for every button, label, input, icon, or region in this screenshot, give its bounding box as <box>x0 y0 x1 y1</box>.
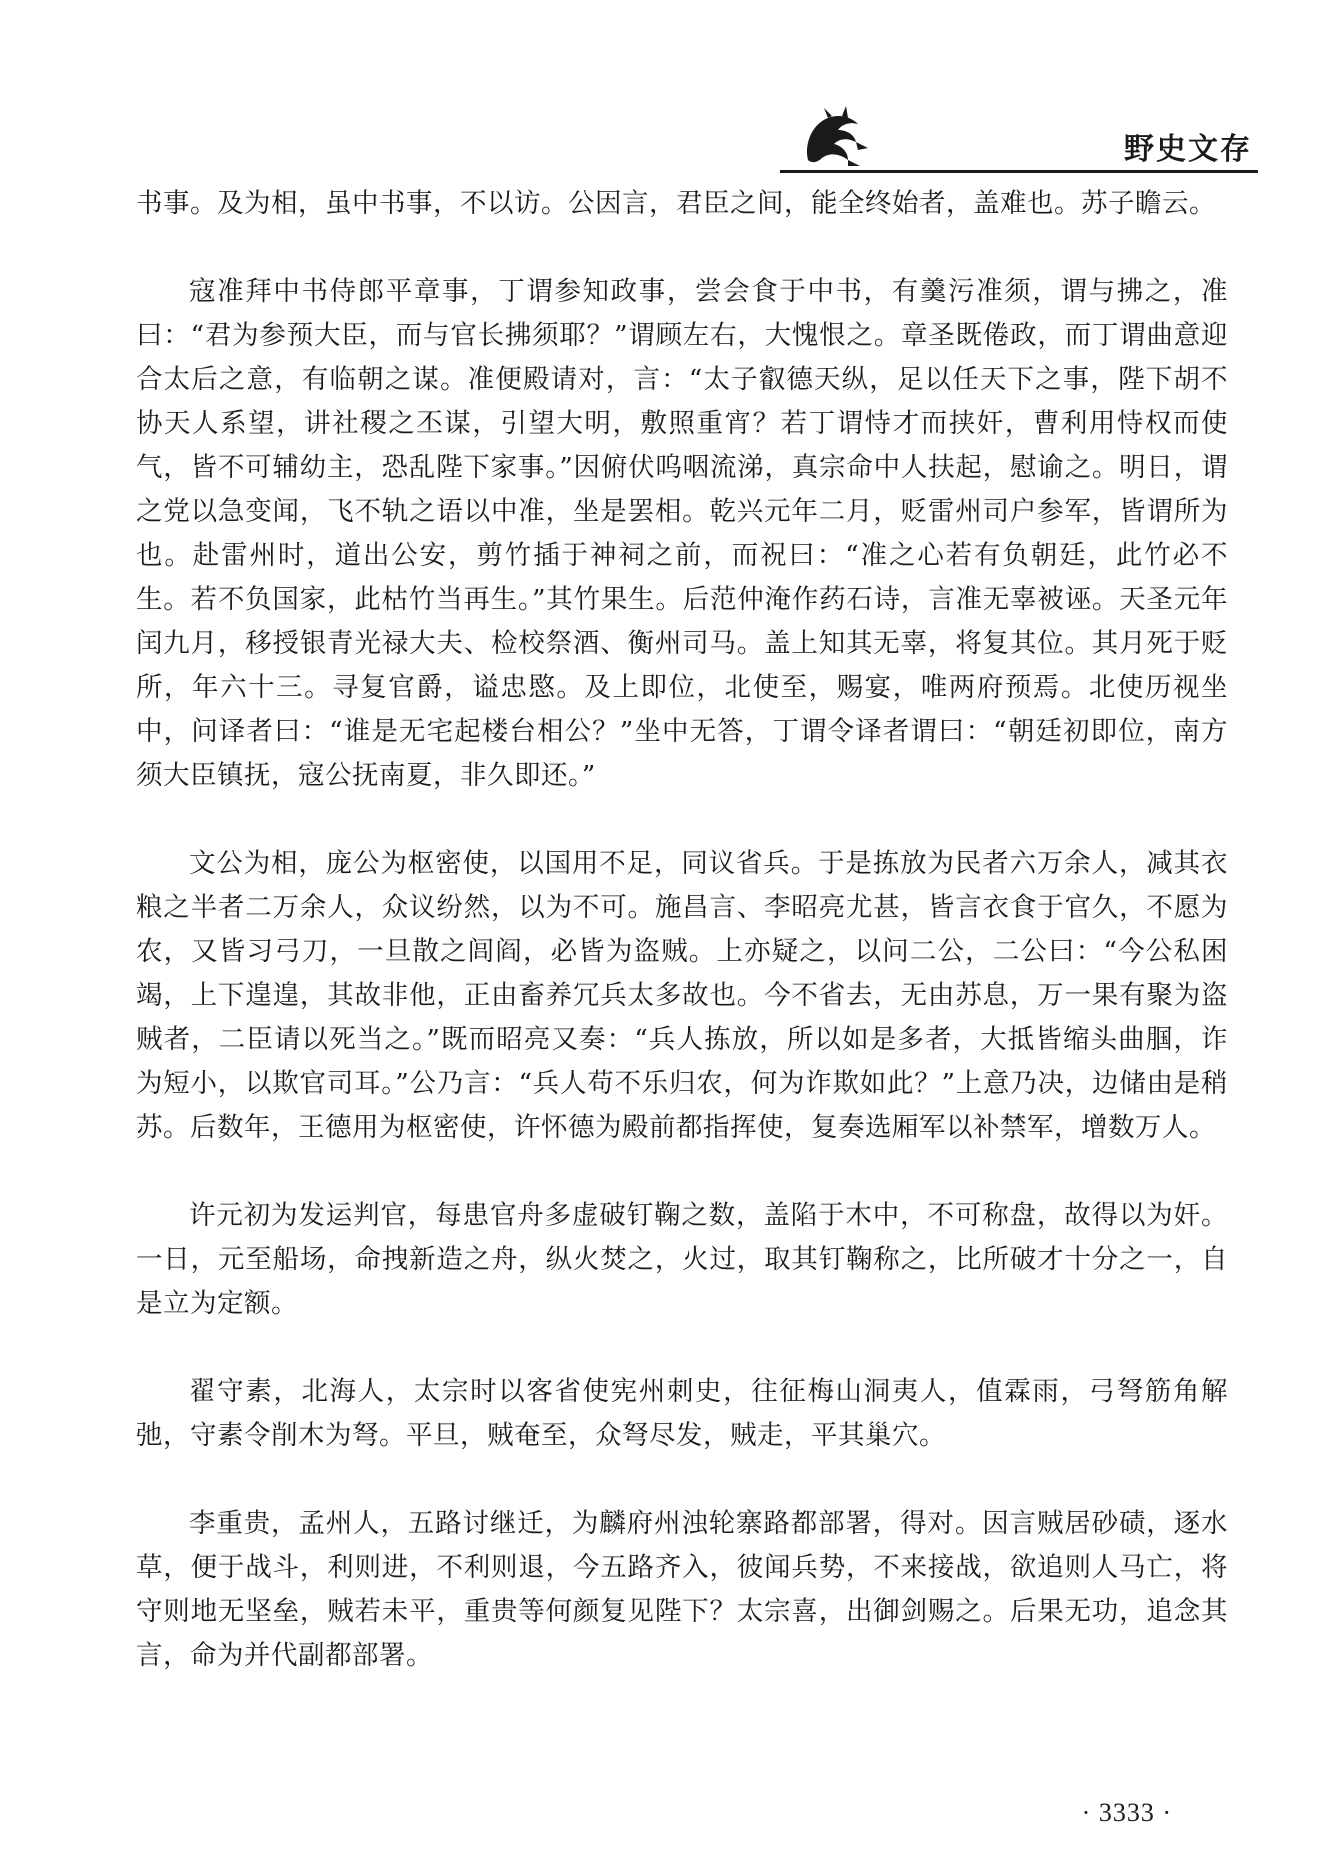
running-title: 野史文存 <box>1124 132 1252 167</box>
header-rule <box>780 170 1258 173</box>
page-body <box>136 182 1228 1678</box>
paragraph-xu-yuan: 许元初为发运判官，每患官舟多虚破钉鞠之数，盖陷于木中，不可称盘，故得以为奸。一日，元至船场，命拽新造之舟，纵火焚之，火过，取其钉鞠称之，比所破才十分之一，自是立为定额。 <box>136 1200 1228 1319</box>
page-number: · 3333 · <box>1081 1798 1172 1827</box>
page-header <box>780 96 1258 174</box>
paragraph-li-zhonggui: 李重贵，孟州人，五路讨继迁，为麟府州浊轮寨路都部署，得对。因言贼居砂碛，逐水草，便于战斗，利则进，不利则退，今五路齐入，彼闻兵势，不来接战，欲追则人马亡，将守则地无坚垒，贼若未平，重贵等何颜复见陛下？太宗喜，出御剑赐之。后果无功，追念其言，命为并代副都部署。 <box>136 1508 1228 1671</box>
paragraph-wen-gong: 文公为相，庞公为枢密使，以国用不足，同议省兵。于是拣放为民者六万余人，减其衣粮之半者二万余人，众议纷然，以为不可。施昌言、李昭亮尤甚，皆言衣食于官久，不愿为农，又皆习弓刀，一旦散之闾阎，必皆为盗贼。上亦疑之，以问二公，二公曰：“今公私困竭，上下遑遑，其故非他，正由畜养冗兵太多故也。今不省去，无由苏息，万一果有聚为盗贼者，二臣请以死当之。”既而昭亮又奏：“兵人拣放，所以如是多者，大抵皆缩头曲腘，诈为短小，以欺官司耳。”公乃言：“兵人苟不乐归农，何为诈欺如此？”上意乃决，边储由是稍苏。后数年，王德用为枢密使，许怀德为殿前都指挥使，复奏选厢军以补禁军，增数万人。 <box>136 848 1228 1143</box>
dragon-emblem-icon <box>798 104 874 170</box>
paragraph-continuation: 书事。及为相，虽中书事，不以访。公因言，君臣之间，能全终始者，盖难也。苏子瞻云。 <box>136 188 1216 219</box>
paragraph-kou-zhun: 寇准拜中书侍郎平章事，丁谓参知政事，尝会食于中书，有羹污准须，谓与拂之，准曰：“君为参预大臣，而与官长拂须耶？”谓顾左右，大愧恨之。章圣既倦政，而丁谓曲意迎合太后之意，有临朝之谋。准便殿请对，言：“太子叡德天纵，足以任天下之事，陛下胡不协天人系望，讲社稷之丕谋，引望大明，敷照重宵？若丁谓恃才而挟奸，曹利用恃权而使气，皆不可辅幼主，恐乱陛下家事。”因俯伏呜咽流涕，真宗命中人扶起，慰谕之。明日，谓之党以急变闻，飞不轨之语以中准，坐是罢相。乾兴元年二月，贬雷州司户参军，皆谓所为也。赴雷州时，道出公安，剪竹插于神祠之前，而祝曰：“准之心若有负朝廷，此竹必不生。若不负国家，此枯竹当再生。”其竹果生。后范仲淹作药石诗，言准无辜被诬。天圣元年闰九月，移授银青光禄大夫、检校祭酒、衡州司马。盖上知其无辜，将复其位。其月死于贬所，年六十三。寻复官爵，谥忠愍。及上即位，北使至，赐宴，唯两府预焉。北使历视坐中，问译者曰：“谁是无宅起楼台相公？”坐中无答，丁谓令译者谓曰：“朝廷初即位，南方须大臣镇抚，寇公抚南夏，非久即还。” <box>136 276 1228 791</box>
paragraph-zhai-shousu: 翟守素，北海人，太宗时以客省使宪州刺史，往征梅山洞夷人，值霖雨，弓弩筋角解弛，守素令削木为弩。平旦，贼奄至，众弩尽发，贼走，平其巢穴。 <box>136 1376 1228 1451</box>
